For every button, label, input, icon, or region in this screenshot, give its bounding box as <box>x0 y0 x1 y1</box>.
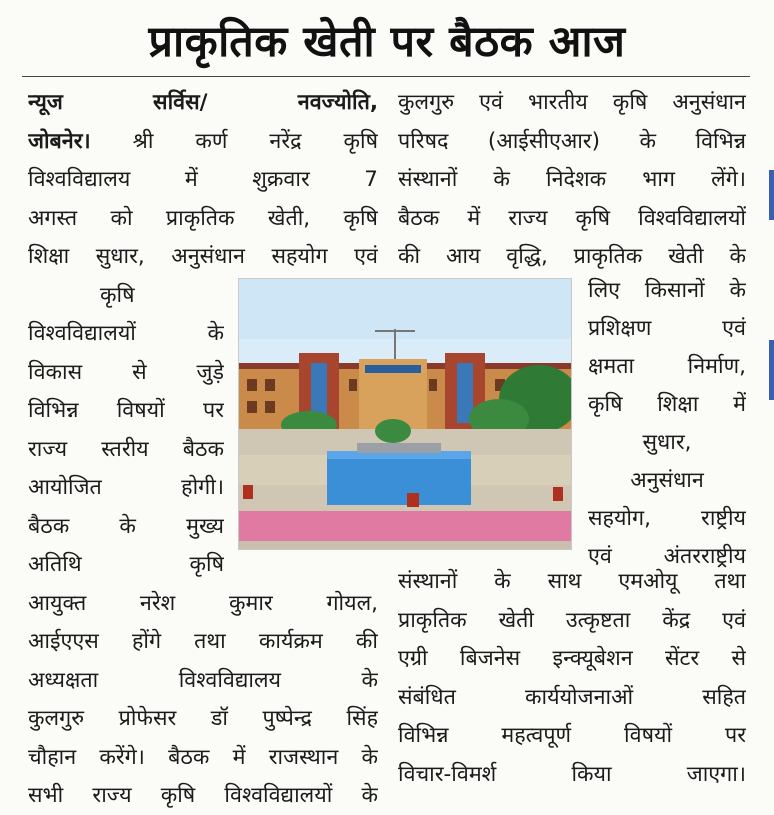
text-line: कृषि शिक्षा में <box>588 392 746 417</box>
text-line: जोबनेर। श्री कर्ण नरेंद्र कृषि <box>28 128 378 154</box>
page-edge-mark <box>769 170 774 220</box>
article-photo <box>238 278 572 550</box>
text-line: संस्थानों के निदेशक भाग लेंगे। <box>398 167 746 192</box>
page-edge-mark <box>769 340 774 400</box>
dateline-place: जोबनेर। <box>28 128 91 154</box>
text-line: एवं अंतरराष्ट्रीय <box>588 544 746 569</box>
text-line: प्रशिक्षण एवं <box>588 316 746 341</box>
text-line: राज्य स्तरीय बैठक <box>28 436 224 462</box>
text-line: सहयोग, राष्ट्रीय <box>588 506 746 531</box>
text-line: परिषद (आईसीएआर) के विभिन्न <box>398 128 746 154</box>
dateline: न्यूज सर्विस/ नवज्योति, <box>28 90 378 115</box>
text-line: लिए किसानों के <box>588 278 746 303</box>
text-line: संबंधित कार्ययोजनाओं सहित <box>398 684 746 710</box>
text-line: अनुसंधान <box>630 468 704 493</box>
text-line: शिक्षा सुधार, अनुसंधान सहयोग एवं <box>28 244 378 269</box>
text-line: विकास से जुड़े <box>28 359 224 385</box>
text-line: क्षमता निर्माण, <box>588 354 746 379</box>
text-line: विभिन्न महत्वपूर्ण विषयों पर <box>398 723 746 748</box>
text-line: आयुक्त नरेश कुमार गोयल, <box>28 590 378 616</box>
text-line: सुधार, <box>642 430 692 455</box>
text-line: आयोजित होगी। <box>28 475 224 500</box>
text-line: प्राकृतिक खेती उत्कृष्टता केंद्र एवं <box>398 607 746 633</box>
campus-building-image <box>239 279 571 549</box>
text-line: विश्वविद्यालयों के <box>28 321 224 346</box>
text-line: बैठक के मुख्य <box>28 513 224 539</box>
text-line: कृषि <box>100 282 135 308</box>
text-line: सभी राज्य कृषि विश्वविद्यालयों के <box>28 783 378 808</box>
text-line: चौहान करेंगे। बैठक में राजस्थान के <box>28 744 378 770</box>
text-line: अध्यक्षता विश्वविद्यालय के <box>28 667 378 693</box>
text-line: अगस्त को प्राकृतिक खेती, कृषि <box>28 205 378 231</box>
text-line: कुलगुरु प्रोफेसर डॉ पुष्पेन्द्र सिंह <box>28 706 378 731</box>
headline: प्राकृतिक खेती पर बैठक आज <box>148 16 626 67</box>
text-line: आईएएस होंगे तथा कार्यक्रम की <box>28 629 378 654</box>
text-line: कुलगुरु एवं भारतीय कृषि अनुसंधान <box>398 90 746 115</box>
text-line: की आय वृद्धि, प्राकृतिक खेती के <box>398 244 746 269</box>
text-line: संस्थानों के साथ एमओयू तथा <box>398 569 746 594</box>
text-line: बैठक में राज्य कृषि विश्वविद्यालयों <box>398 205 746 231</box>
text-line: विश्वविद्यालय में शुक्रवार 7 <box>28 167 378 192</box>
text-line: अतिथि कृषि <box>28 552 224 577</box>
text-line: एग्री बिजनेस इन्क्यूबेशन सेंटर से <box>398 646 746 671</box>
text-line: विभिन्न विषयों पर <box>28 398 224 423</box>
headline-rule <box>22 76 750 77</box>
text-line: विचार-विमर्श किया जाएगा। <box>398 761 746 787</box>
